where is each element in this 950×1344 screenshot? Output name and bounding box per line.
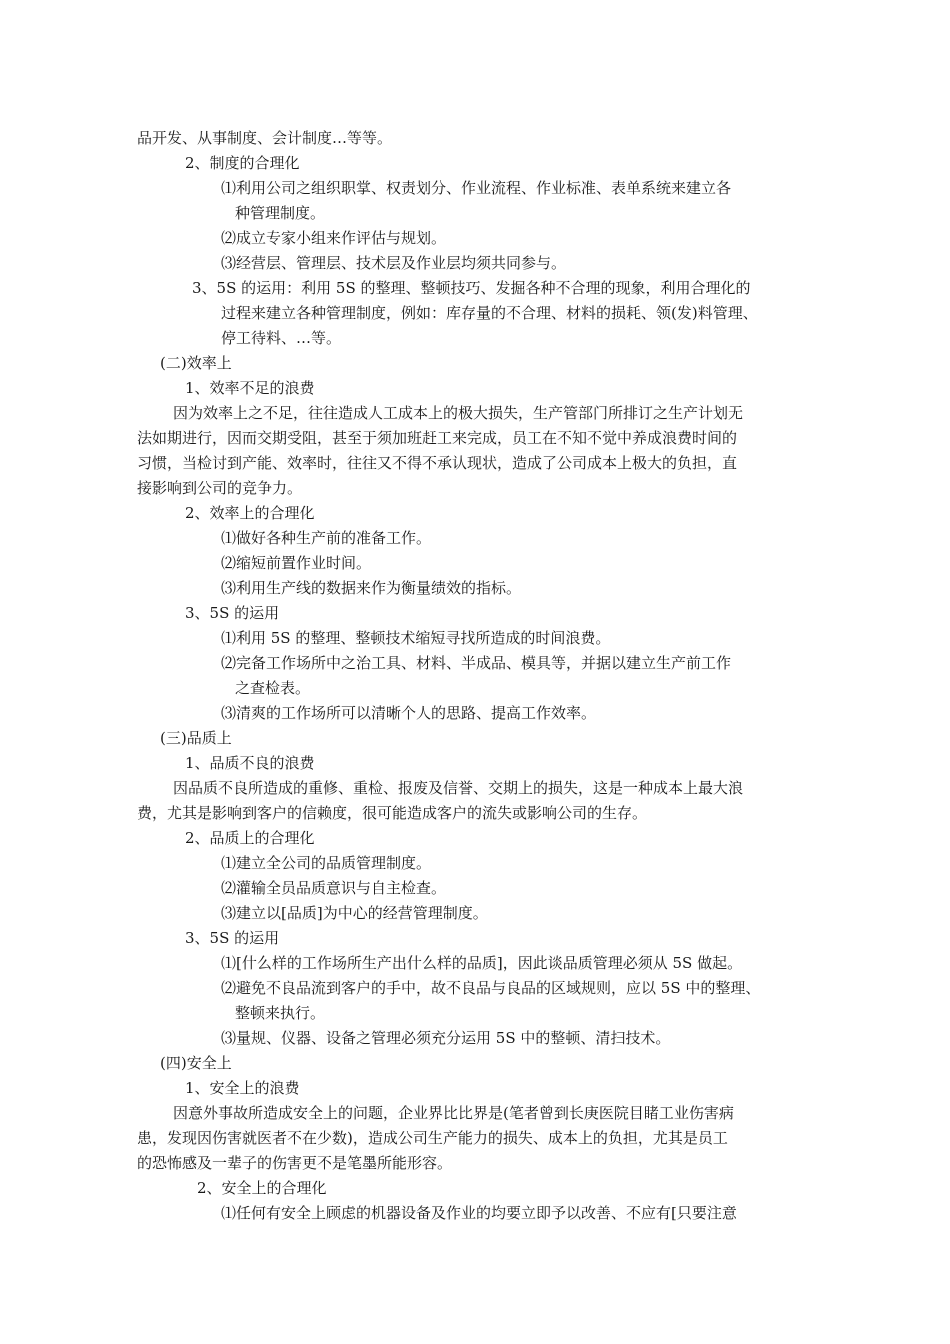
text-line: ⑴做好各种生产前的准备工作。 <box>221 529 432 547</box>
text-line: 1、效率不足的浪费 <box>185 379 315 397</box>
text-line: 过程来建立各种管理制度，例如：库存量的不合理、材料的损耗、领(发)料管理、 <box>221 304 758 322</box>
section-heading: (三)品质上 <box>160 729 232 747</box>
text-line: ⑶利用生产线的数据来作为衡量绩效的指标。 <box>221 579 522 597</box>
text-line: ⑴任何有安全上顾虑的机器设备及作业的均要立即予以改善、不应有[只要注意 <box>221 1204 737 1222</box>
text-line: 1、安全上的浪费 <box>185 1079 300 1097</box>
text-line: 整顿来执行。 <box>235 1004 326 1022</box>
text-line: ⑶清爽的工作场所可以清晰个人的思路、提高工作效率。 <box>221 704 597 722</box>
text-line: ⑶建立以[品质]为中心的经营管理制度。 <box>221 904 488 922</box>
text-line: 因品质不良所造成的重修、重检、报废及信誉、交期上的损失，这是一种成本上最大浪 <box>173 779 744 797</box>
text-line: 患，发现因伤害就医者不在少数)，造成公司生产能力的损失、成本上的负担，尤其是员工 <box>137 1129 728 1147</box>
text-line: 因意外事故所造成安全上的问题，企业界比比界是(笔者曾到长庚医院目睹工业伤害病 <box>173 1104 734 1122</box>
text-line: 2、效率上的合理化 <box>185 504 315 522</box>
text-line: 的恐怖感及一辈子的伤害更不是笔墨所能形容。 <box>137 1154 453 1172</box>
text-line: 种管理制度。 <box>235 204 326 222</box>
text-line: 3、5S 的运用 <box>185 929 280 947</box>
text-line: ⑵灌输全员品质意识与自主检查。 <box>221 879 447 897</box>
text-line: 法如期进行，因而交期受阻，甚至于须加班赶工来完成，员工在不知不觉中养成浪费时间的 <box>137 429 738 447</box>
text-line: ⑵缩短前置作业时间。 <box>221 554 372 572</box>
text-line: ⑴利用公司之组织职掌、权责划分、作业流程、作业标准、表单系统来建立各 <box>221 179 732 197</box>
text-line: 2、安全上的合理化 <box>197 1179 327 1197</box>
text-line: ⑵完备工作场所中之治工具、材料、半成品、模具等，并据以建立生产前工作 <box>221 654 732 672</box>
section-heading: (四)安全上 <box>160 1054 232 1072</box>
text-line: 因为效率上之不足，往往造成人工成本上的极大损失，生产管部门所排订之生产计划无 <box>173 404 744 422</box>
text-line: ⑴利用 5S 的整理、整顿技术缩短寻找所造成的时间浪费。 <box>221 629 611 647</box>
text-line: 1、品质不良的浪费 <box>185 754 315 772</box>
text-line: 2、制度的合理化 <box>185 154 300 172</box>
text-line: 品开发、从事制度、会计制度…等等。 <box>137 129 393 147</box>
text-line: 2、品质上的合理化 <box>185 829 315 847</box>
text-line: 之查检表。 <box>235 679 311 697</box>
text-line: 接影响到公司的竞争力。 <box>137 479 303 497</box>
text-line: ⑴[什么样的工作场所生产出什么样的品质]，因此谈品质管理必须从 5S 做起。 <box>221 954 743 972</box>
text-line: 3、5S 的运用：利用 5S 的整理、整顿技巧、发掘各种不合理的现象，利用合理化的 <box>192 279 751 297</box>
text-line: 3、5S 的运用 <box>185 604 280 622</box>
text-line: ⑶经营层、管理层、技术层及作业层均须共同参与。 <box>221 254 567 272</box>
text-line: ⑴建立全公司的品质管理制度。 <box>221 854 432 872</box>
text-line: 停工待料、…等。 <box>221 329 342 347</box>
text-line: ⑶量规、仪器、设备之管理必须充分运用 5S 中的整顿、清扫技术。 <box>221 1029 671 1047</box>
text-line: 习惯，当检讨到产能、效率时，往往又不得不承认现状，造成了公司成本上极大的负担，直 <box>137 454 738 472</box>
text-line: ⑵成立专家小组来作评估与规划。 <box>221 229 447 247</box>
section-heading: (二)效率上 <box>160 354 232 372</box>
text-line: ⑵避免不良品流到客户的手中，故不良品与良品的区域规则，应以 5S 中的整理、 <box>221 979 761 997</box>
text-line: 费，尤其是影响到客户的信赖度，很可能造成客户的流失或影响公司的生存。 <box>137 804 648 822</box>
